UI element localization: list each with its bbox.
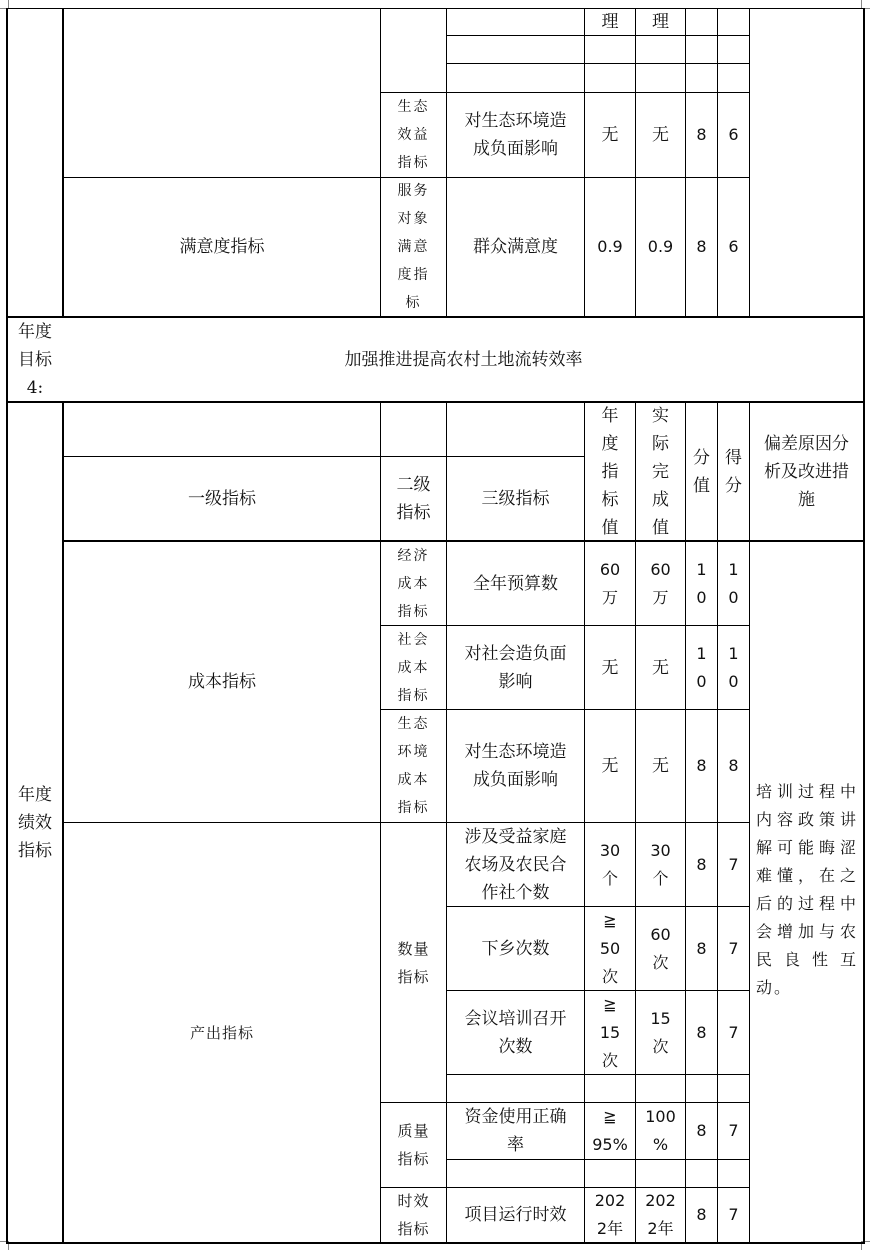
cost-row-2-weight: 1 0 xyxy=(696,643,707,691)
header-weight: 分 值 xyxy=(693,447,710,496)
timeliness-target-cell: 202 2年 xyxy=(594,1191,626,1238)
cost-row-1-target: 60 万 xyxy=(599,559,621,607)
satisfaction-target-cell: 0.9 xyxy=(597,237,623,256)
cost-row-2-actual: 无 xyxy=(652,657,669,678)
goal4-text-cell: 加强推进提高农村土地流转效率 xyxy=(344,349,583,370)
header-level3: 三级指标 xyxy=(481,488,550,509)
cost-row-1-actual: 60 万 xyxy=(650,559,671,607)
top-target-cell: 理 xyxy=(601,11,619,32)
satisfaction-score-cell: 6 xyxy=(728,237,739,256)
ecological-level3-cell: 对生态环境造 成负面影响 xyxy=(464,111,567,159)
quantity-row-1-target: 30 个 xyxy=(599,840,621,888)
cost-row-3-level2: 生态 环境 成本 指标 xyxy=(397,716,430,816)
header-score: 得 分 xyxy=(725,447,742,496)
ecological-level2-cell: 生态 效益 指标 xyxy=(397,99,430,171)
quantity-row-2-level3: 下乡次数 xyxy=(481,938,550,959)
header-actual: 实 际 完 成 值 xyxy=(652,405,669,538)
satisfaction-weight-cell: 8 xyxy=(696,237,707,256)
cost-row-1-weight: 1 0 xyxy=(696,559,707,607)
deviation-explanation: 培训过程中内容政策讲解可能晦涩难懂，在之后的过程中会增加与农民良性互动。 xyxy=(756,782,858,997)
quality-score-cell: 7 xyxy=(728,1121,739,1140)
top-actual-cell: 理 xyxy=(652,11,669,32)
timeliness-score-cell: 7 xyxy=(728,1205,739,1224)
cost-level1-cell: 成本指标 xyxy=(188,672,256,692)
cost-row-3-actual: 无 xyxy=(652,756,669,776)
satisfaction-level2-cell: 服务 对象 满意 度指 标 xyxy=(397,183,430,311)
cost-row-1-level3: 全年预算数 xyxy=(473,573,558,594)
perf-side-label: 年度 绩效 指标 xyxy=(18,784,52,861)
quality-level3-cell: 资金使用正确 率 xyxy=(464,1107,567,1155)
quantity-row-1-actual: 30 个 xyxy=(650,840,671,888)
cost-row-2-score: 1 0 xyxy=(728,643,739,691)
cost-row-2-level2: 社会 成本 指标 xyxy=(397,631,430,704)
quantity-row-1-weight: 8 xyxy=(696,854,707,874)
quantity-row-1-score: 7 xyxy=(728,854,739,874)
satisfaction-actual-cell: 0.9 xyxy=(647,237,674,256)
quantity-row-3-score: 7 xyxy=(728,1022,739,1042)
timeliness-level3-cell: 项目运行时效 xyxy=(464,1205,567,1225)
quality-level2-cell: 质量 指标 xyxy=(397,1122,430,1168)
ecological-target-cell: 无 xyxy=(601,125,619,145)
cost-row-3-weight: 8 xyxy=(696,756,707,775)
quantity-row-3-target: ≧ 15 次 xyxy=(599,994,621,1070)
quantity-row-2-score: 7 xyxy=(728,938,739,958)
quantity-row-3-actual: 15 次 xyxy=(650,1008,671,1056)
cost-row-1-level2: 经济 成本 指标 xyxy=(397,547,430,620)
quantity-row-2-weight: 8 xyxy=(696,938,707,958)
quality-actual-cell: 100 % xyxy=(645,1107,676,1154)
quantity-row-1-level3: 涉及受益家庭 农场及农民合 作社个数 xyxy=(464,826,567,903)
satisfaction-level1-cell: 满意度指标 xyxy=(179,237,265,257)
cost-row-3-target: 无 xyxy=(601,756,619,776)
cost-row-3-score: 8 xyxy=(728,756,739,775)
ecological-weight-cell: 8 xyxy=(696,125,707,144)
cost-row-2-level3: 对社会造负面 影响 xyxy=(464,643,567,692)
header-level2: 二级 指标 xyxy=(396,474,431,523)
cost-row-2-target: 无 xyxy=(601,657,619,678)
cost-row-3-level3: 对生态环境造 成负面影响 xyxy=(464,742,567,790)
header-deviation: 偏差原因分 析及改进措 施 xyxy=(764,433,849,510)
header-target: 年 度 指 标 值 xyxy=(601,405,619,538)
quality-target-cell: ≧ 95% xyxy=(592,1107,628,1154)
header-level1: 一级指标 xyxy=(188,488,256,509)
ecological-actual-cell: 无 xyxy=(652,125,669,145)
goal4-label-cell: 年度 目标 4: xyxy=(18,321,52,398)
quantity-row-3-level3: 会议培训召开 次数 xyxy=(464,1008,567,1057)
cost-row-1-score: 1 0 xyxy=(728,559,739,607)
ecological-score-cell: 6 xyxy=(728,125,739,144)
satisfaction-level3-cell: 群众满意度 xyxy=(473,237,558,257)
quantity-row-2-target: ≧ 50 次 xyxy=(599,910,621,986)
quantity-level2-cell: 数量 指标 xyxy=(397,939,430,986)
quantity-row-2-actual: 60 次 xyxy=(650,924,671,972)
timeliness-level2-cell: 时效 指标 xyxy=(397,1192,430,1238)
timeliness-weight-cell: 8 xyxy=(696,1205,707,1224)
timeliness-actual-cell: 202 2年 xyxy=(645,1191,676,1238)
quality-weight-cell: 8 xyxy=(696,1121,707,1140)
output-level1-cell: 产出指标 xyxy=(189,1023,254,1042)
quantity-row-3-weight: 8 xyxy=(696,1022,707,1042)
